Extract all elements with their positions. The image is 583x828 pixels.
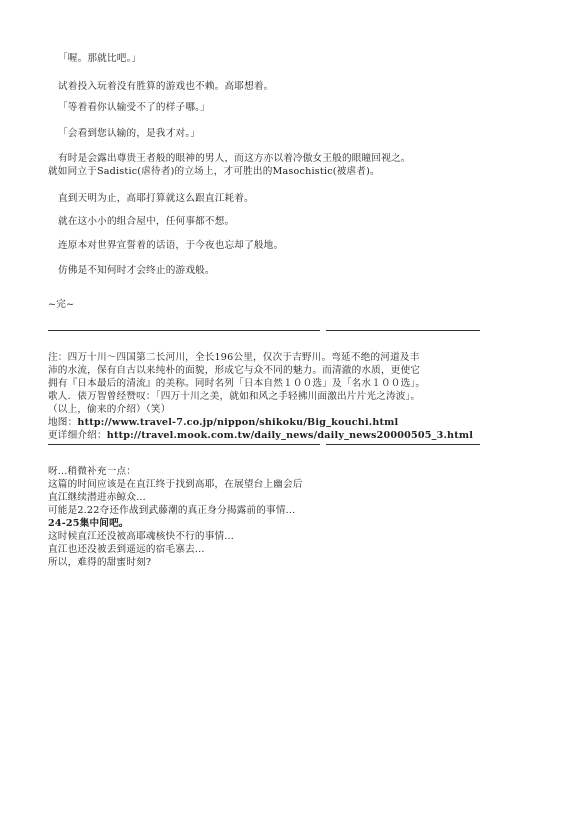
afterword-line: 这篇的时间应该是在直江终于找到高耶，在展望台上幽会后	[48, 479, 303, 490]
divider	[48, 444, 480, 445]
map-url[interactable]: http://www.travel-7.co.jp/nippon/shikoku/Big_kouchi.html	[77, 417, 399, 428]
narration-line: 就在这小小的组合屋中，任何事都不想。	[58, 216, 235, 227]
end-mark: ~完~	[48, 299, 75, 310]
note-line: （以上，偷来的介绍）（笑）	[48, 404, 171, 415]
narration-line: 试着投入玩着没有胜算的游戏也不赖。高耶想着。	[58, 81, 274, 92]
narration-line: 仿佛是不知何时才会终止的游戏般。	[58, 265, 215, 276]
afterword-line: 呀...稍微补充一点：	[48, 466, 137, 477]
map-label: 地图：	[48, 417, 78, 428]
afterword-line: 可能是2.22夺还作战到武藤潮的真正身分揭露前的事情...	[48, 505, 296, 516]
narration-line: 有时是会露出尊贵王者般的眼神的男人，而这方亦以着冷傲女王般的眼瞳回视之。	[58, 153, 411, 164]
detail-link-line	[48, 430, 473, 442]
divider	[48, 330, 480, 331]
dialogue-line: 「喔。那就比吧。」	[58, 53, 142, 64]
dialogue-line: 「会看到您认输的，是我才对。」	[58, 128, 201, 139]
narration-line: 连原本对世界宣誓着的话语，于今夜也忘却了般地。	[58, 240, 284, 251]
detail-label: 更详细介绍：	[48, 430, 107, 441]
note-line: 注：四万十川～四国第二长河川，全长196公里，仅次于吉野川。弯延不绝的河道及丰	[48, 352, 420, 363]
afterword-line: 直江继续潜进赤鲸众...	[48, 492, 146, 503]
note-line: 沛的水流，保有自古以来纯朴的面貌，形成它与众不同的魅力。而清澈的水质，更使它	[48, 365, 421, 376]
note-line: 歌人．俵万智曾经赞叹：「四万十川之美，就如和风之手轻拂川面激出片片光之涛波」。	[48, 391, 421, 402]
dialogue-line: 「等着看你认输受不了的样子哪。」	[58, 102, 210, 113]
map-link-line	[48, 417, 398, 429]
afterword-line: 24-25集中间吧。	[48, 518, 129, 529]
narration-line: 就如同立于Sadistic(虐待者)的立场上，才可胜出的Masochistic(被虐者)。	[48, 166, 380, 177]
note-line: 拥有『日本最后的清流』的美称。同时名列「日本自然１００选」及「名水１００选」。	[48, 378, 426, 389]
afterword-line: 所以，难得的甜蜜时刻?	[48, 557, 152, 568]
detail-url[interactable]: http://travel.mook.com.tw/daily_news/daily_news20000505_3.html	[106, 430, 474, 441]
narration-line: 直到天明为止，高耶打算就这么跟直江耗着。	[58, 193, 254, 204]
afterword-line: 这时候直江还没被高耶魂核快不行的事情...	[48, 531, 235, 542]
afterword-line: 直江也还没被丢到遥远的宿毛寨去...	[48, 544, 205, 555]
